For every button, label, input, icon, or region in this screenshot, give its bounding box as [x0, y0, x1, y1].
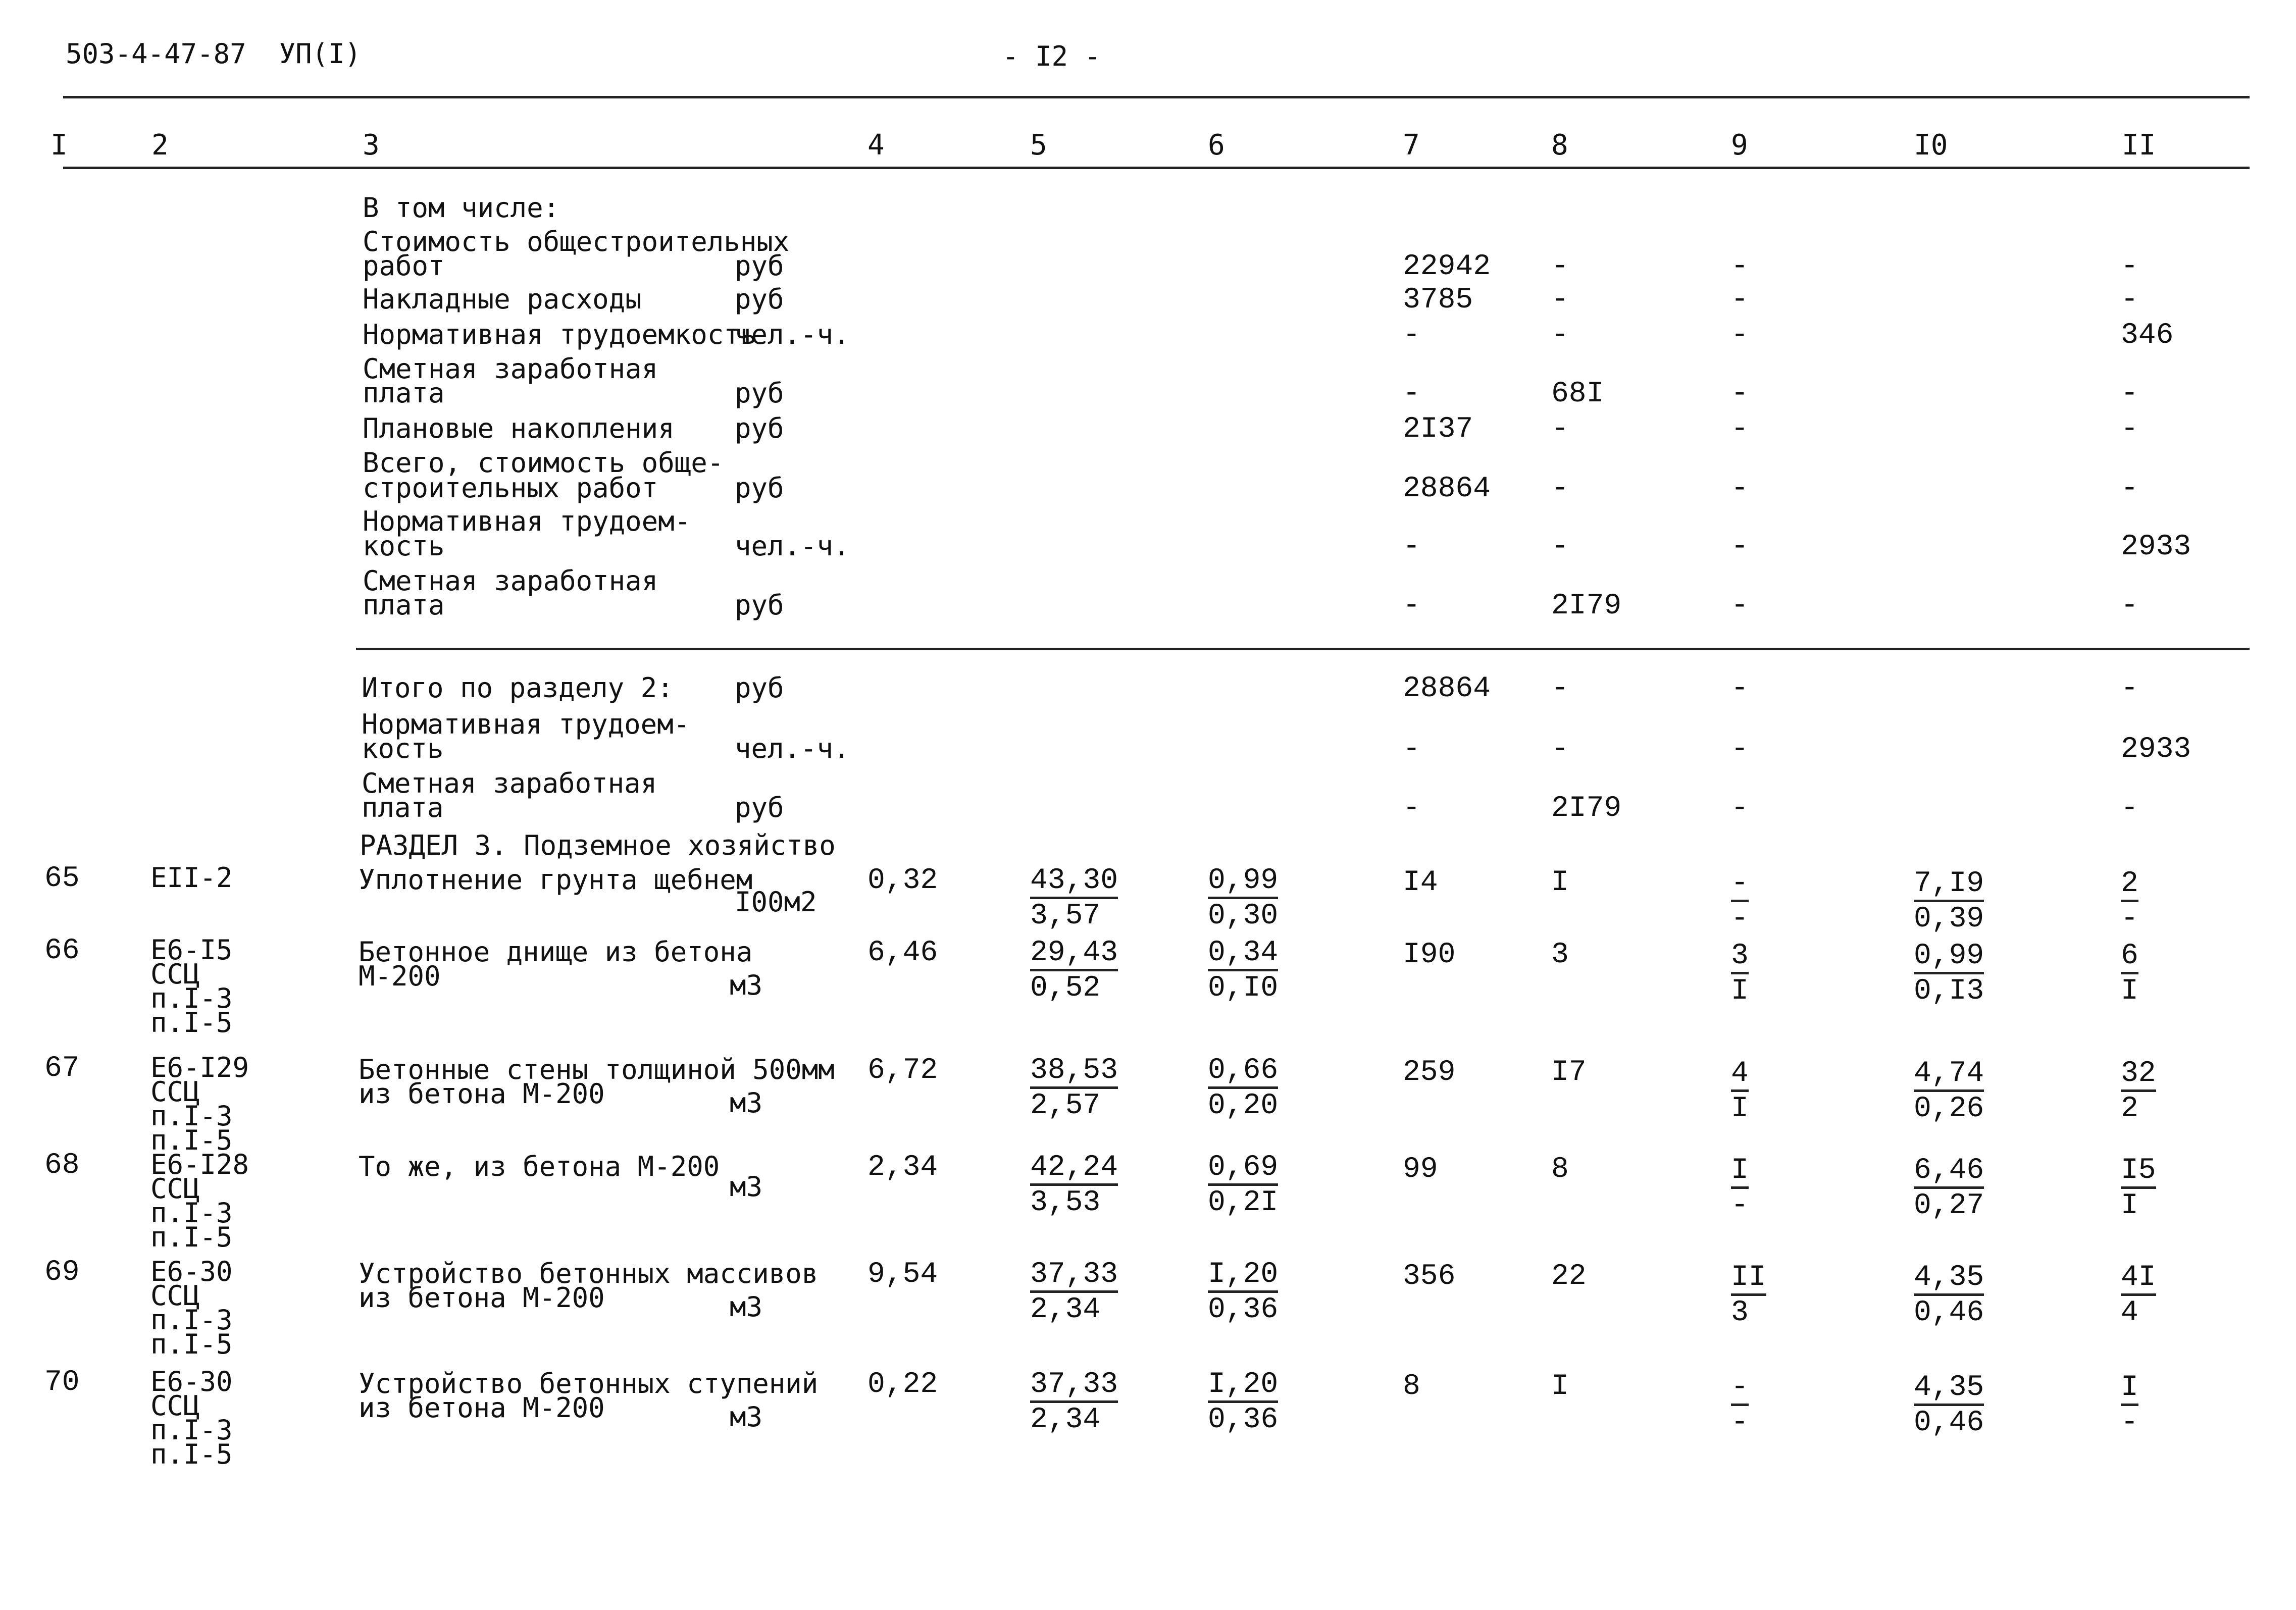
labor-cell: -: [2121, 284, 2138, 317]
unit-cell: чел.-ч.: [735, 319, 850, 350]
rate-code: E6-I29: [150, 1052, 249, 1083]
unit-cell: чел.-ч.: [735, 530, 850, 562]
summary-label: Сметная заработная: [363, 565, 658, 597]
wage-cell: -: [1551, 531, 1569, 563]
labor-unit-cell-bottom: 0,26: [1914, 1093, 1984, 1125]
wage-price-cell-bottom: 0,30: [1208, 900, 1279, 932]
mach-wage-cell-bottom: -: [1731, 1407, 1749, 1439]
labor-total-cell-top: 4I: [2121, 1263, 2156, 1296]
rate-code: EII-2: [150, 862, 233, 894]
work-description: Уплотнение грунта щебнем: [359, 864, 753, 896]
unit-price-cell-top: 37,33: [1030, 1260, 1118, 1293]
unit-price-cell-bottom: 2,57: [1030, 1089, 1101, 1122]
rate-code: ССЦ: [150, 1173, 200, 1205]
cost-cell: I90: [1403, 939, 1456, 971]
column-header: 8: [1551, 129, 1568, 162]
mach-wage-cell-top: 3: [1731, 942, 1749, 974]
rate-code: ССЦ: [150, 1076, 200, 1108]
rate-code: п.I-5: [150, 1124, 233, 1156]
summary-label: строительных работ: [363, 472, 658, 504]
unit-price-cell-bottom: 2,34: [1030, 1404, 1101, 1436]
labor-unit-cell-bottom: 0,27: [1914, 1189, 1984, 1222]
unit-cell: руб: [735, 283, 784, 315]
mach-wage-cell-bottom: I: [1731, 975, 1749, 1008]
quantity-cell: 0,22: [868, 1368, 938, 1401]
cost-cell: I4: [1403, 866, 1438, 899]
row-number: 69: [44, 1256, 80, 1289]
mach-cell: -: [1731, 792, 1749, 825]
work-description: из бетона М-200: [359, 1282, 605, 1314]
column-header: 2: [151, 129, 169, 162]
wage-price-cell-top: 0,99: [1208, 866, 1278, 899]
mach-cell: -: [1731, 531, 1749, 563]
cost-cell: -: [1403, 792, 1420, 825]
mach-wage-cell-top: -: [1731, 869, 1749, 902]
wage-cell: I: [1551, 866, 1569, 899]
unit-cell: руб: [735, 472, 784, 504]
unit-cell: руб: [735, 250, 784, 282]
summary-label: Плановые накопления: [363, 412, 675, 444]
summary-label: плата: [363, 377, 445, 409]
quantity-cell: 9,54: [868, 1258, 938, 1291]
mach-wage-cell-top: I: [1731, 1156, 1749, 1189]
cost-cell: 8: [1403, 1370, 1420, 1403]
summary-label: Накладные расходы: [363, 283, 642, 315]
labor-total-cell-bottom: -: [2121, 903, 2138, 936]
cost-cell: 356: [1403, 1260, 1456, 1293]
wage-price-cell-bottom: 0,I0: [1208, 972, 1279, 1005]
cost-cell: 99: [1403, 1153, 1438, 1186]
rate-code: п.I-3: [150, 1304, 233, 1336]
work-description: Бетонные стены толщиной 500мм: [359, 1054, 835, 1085]
total-label: плата: [362, 792, 444, 823]
wage-cell: -: [1551, 319, 1569, 352]
column-header: I0: [1914, 129, 1948, 162]
section-title: РАЗДЕЛ 3. Подземное хозяйство: [360, 829, 836, 861]
wage-cell: I7: [1551, 1056, 1587, 1089]
cost-cell: 259: [1403, 1056, 1456, 1089]
labor-total-cell-top: I: [2121, 1373, 2138, 1406]
wage-cell: I: [1551, 1370, 1569, 1403]
rate-code: п.I-3: [150, 1100, 233, 1132]
unit-cell: руб: [735, 792, 784, 823]
mach-cell: -: [1731, 590, 1749, 622]
unit-cell: м3: [730, 1087, 763, 1119]
wage-cell: -: [1551, 413, 1569, 446]
work-description: То же, из бетона М-200: [359, 1151, 720, 1182]
mach-wage-cell-top: 4: [1731, 1059, 1749, 1092]
total-label: Нормативная трудоем-: [362, 708, 690, 740]
rate-code: E6-I28: [150, 1149, 249, 1180]
labor-total-cell-top: 6: [2121, 942, 2138, 974]
mach-cell: -: [1731, 733, 1749, 766]
labor-unit-cell-bottom: 0,I3: [1914, 975, 1984, 1008]
cost-cell: -: [1403, 733, 1420, 766]
summary-label: Стоимость общестроительных: [363, 226, 790, 257]
rate-code: E6-30: [150, 1256, 233, 1287]
cost-cell: 28864: [1403, 473, 1491, 505]
wage-cell: 8: [1551, 1153, 1569, 1186]
unit-cell: I00м2: [735, 886, 817, 918]
header-rule: [63, 167, 2250, 169]
wage-cell: 22: [1551, 1260, 1587, 1293]
wage-cell: 2I79: [1551, 590, 1622, 622]
labor-cell: -: [2121, 413, 2138, 446]
labor-unit-cell-bottom: 0,46: [1914, 1407, 1984, 1439]
labor-unit-cell-bottom: 0,46: [1914, 1296, 1984, 1329]
wage-price-cell-bottom: 0,36: [1208, 1404, 1279, 1436]
labor-total-cell-bottom: I: [2121, 1189, 2138, 1222]
labor-unit-cell-top: 6,46: [1914, 1156, 1984, 1189]
rate-code: ССЦ: [150, 1280, 200, 1312]
unit-price-cell-bottom: 3,57: [1030, 900, 1101, 932]
unit-cell: чел.-ч.: [735, 733, 850, 764]
wage-price-cell-top: I,20: [1208, 1370, 1278, 1403]
summary-label: работ: [363, 250, 445, 282]
mach-cell: -: [1731, 284, 1749, 317]
quantity-cell: 6,72: [868, 1054, 938, 1087]
labor-cell: -: [2121, 590, 2138, 622]
summary-heading: В том числе:: [363, 192, 560, 224]
labor-cell: -: [2121, 473, 2138, 505]
mach-cell: -: [1731, 319, 1749, 352]
unit-cell: руб: [735, 412, 784, 444]
summary-label: Нормативная трудоем-: [363, 505, 691, 537]
labor-cell: -: [2121, 378, 2138, 410]
rate-code: п.I-5: [150, 1221, 233, 1253]
cost-cell: 3785: [1403, 284, 1473, 317]
mach-cell: -: [1731, 413, 1749, 446]
quantity-cell: 6,46: [868, 937, 938, 969]
wage-cell: 2I79: [1551, 792, 1622, 825]
wage-price-cell-top: 0,69: [1208, 1153, 1278, 1186]
rate-code: п.I-3: [150, 1414, 233, 1446]
row-number: 68: [44, 1149, 80, 1182]
wage-price-cell-top: 0,34: [1208, 939, 1278, 971]
summary-label: Всего, стоимость обще-: [363, 447, 724, 479]
summary-label: кость: [363, 530, 445, 562]
mach-cell: -: [1731, 672, 1749, 705]
wage-cell: -: [1551, 284, 1569, 317]
column-header: 4: [868, 129, 885, 162]
total-label: Итого по разделу 2:: [362, 672, 674, 704]
column-header: 7: [1403, 129, 1420, 162]
labor-cell: -: [2121, 792, 2138, 825]
labor-cell: 2933: [2121, 531, 2191, 563]
unit-cell: м3: [730, 1171, 763, 1203]
document-code: 503-4-47-87 УП(I): [66, 38, 362, 70]
rate-code: п.I-3: [150, 982, 233, 1014]
unit-price-cell-top: 29,43: [1030, 939, 1118, 971]
rate-code: п.I-5: [150, 1438, 233, 1470]
work-description: М-200: [359, 960, 441, 992]
unit-price-cell-top: 38,53: [1030, 1056, 1118, 1089]
labor-total-cell-bottom: 2: [2121, 1093, 2138, 1125]
row-number: 67: [44, 1052, 80, 1085]
cost-cell: 28864: [1403, 672, 1491, 705]
row-number: 70: [44, 1366, 80, 1399]
rate-code: п.I-5: [150, 1328, 233, 1360]
column-header: I: [50, 129, 68, 162]
wage-cell: -: [1551, 672, 1569, 705]
wage-price-cell-bottom: 0,36: [1208, 1293, 1279, 1326]
cost-cell: 22942: [1403, 250, 1491, 283]
wage-price-cell-bottom: 0,20: [1208, 1089, 1279, 1122]
mach-cell: -: [1731, 473, 1749, 505]
labor-unit-cell-top: 4,74: [1914, 1059, 1984, 1092]
work-description: Устройство бетонных ступений: [359, 1368, 819, 1399]
mach-wage-cell-bottom: I: [1731, 1093, 1749, 1125]
wage-price-cell-top: 0,66: [1208, 1056, 1278, 1089]
labor-cell: 346: [2121, 319, 2174, 352]
work-description: Устройство бетонных массивов: [359, 1258, 819, 1289]
rate-code: п.I-3: [150, 1197, 233, 1229]
labor-total-cell-bottom: I: [2121, 975, 2138, 1008]
labor-total-cell-bottom: -: [2121, 1407, 2138, 1439]
cost-cell: -: [1403, 531, 1420, 563]
wage-cell: -: [1551, 733, 1569, 766]
work-description: из бетона М-200: [359, 1392, 605, 1424]
unit-price-cell-bottom: 3,53: [1030, 1186, 1101, 1219]
mach-cell: -: [1731, 378, 1749, 410]
summary-label: Нормативная трудоемкость: [363, 319, 757, 350]
work-description: из бетона М-200: [359, 1078, 605, 1110]
rate-code: E6-30: [150, 1366, 233, 1397]
wage-cell: -: [1551, 250, 1569, 283]
top-rule: [63, 96, 2250, 98]
mach-wage-cell-bottom: 3: [1731, 1296, 1749, 1329]
labor-total-cell-top: 32: [2121, 1059, 2156, 1092]
labor-unit-cell-top: 0,99: [1914, 942, 1984, 974]
unit-cell: м3: [730, 1291, 763, 1323]
unit-cell: руб: [735, 589, 784, 621]
mach-wage-cell-bottom: -: [1731, 1189, 1749, 1222]
unit-price-cell-top: 43,30: [1030, 866, 1118, 899]
labor-unit-cell-top: 7,I9: [1914, 869, 1984, 902]
labor-unit-cell-top: 4,35: [1914, 1373, 1984, 1406]
column-header: 9: [1731, 129, 1748, 162]
mach-wage-cell-top: II: [1731, 1263, 1766, 1296]
unit-price-cell-bottom: 2,34: [1030, 1293, 1101, 1326]
wage-price-cell-top: I,20: [1208, 1260, 1278, 1293]
mach-cell: -: [1731, 250, 1749, 283]
cost-cell: -: [1403, 319, 1420, 352]
unit-price-cell-top: 37,33: [1030, 1370, 1118, 1403]
unit-cell: м3: [730, 969, 763, 1001]
mach-wage-cell-bottom: -: [1731, 903, 1749, 936]
unit-price-cell-bottom: 0,52: [1030, 972, 1101, 1005]
mach-wage-cell-top: -: [1731, 1373, 1749, 1406]
summary-label: Сметная заработная: [363, 353, 658, 385]
wage-price-cell-bottom: 0,2I: [1208, 1186, 1279, 1219]
labor-total-cell-top: I5: [2121, 1156, 2156, 1189]
unit-cell: руб: [735, 377, 784, 409]
rate-code: п.I-5: [150, 1007, 233, 1038]
labor-total-cell-bottom: 4: [2121, 1296, 2138, 1329]
column-header: 5: [1030, 129, 1047, 162]
total-label: кость: [362, 733, 444, 764]
labor-cell: -: [2121, 250, 2138, 283]
column-header: 3: [363, 129, 380, 162]
labor-unit-cell-top: 4,35: [1914, 1263, 1984, 1296]
rate-code: ССЦ: [150, 958, 200, 990]
row-number: 65: [44, 862, 80, 895]
cost-cell: -: [1403, 590, 1420, 622]
summary-label: плата: [363, 589, 445, 621]
quantity-cell: 2,34: [868, 1151, 938, 1184]
cost-cell: -: [1403, 378, 1420, 410]
wage-cell: -: [1551, 473, 1569, 505]
wage-cell: 3: [1551, 939, 1569, 971]
column-header: II: [2122, 129, 2156, 162]
labor-cell: 2933: [2121, 733, 2191, 766]
section-rule: [356, 648, 2250, 650]
wage-cell: 68I: [1551, 378, 1604, 410]
unit-cell: м3: [730, 1401, 763, 1433]
rate-code: E6-I5: [150, 934, 233, 966]
cost-cell: 2I37: [1403, 413, 1473, 446]
unit-cell: руб: [735, 672, 784, 704]
total-label: Сметная заработная: [362, 767, 657, 799]
work-description: Бетонное днище из бетона: [359, 936, 753, 968]
unit-price-cell-top: 42,24: [1030, 1153, 1118, 1186]
quantity-cell: 0,32: [868, 864, 938, 897]
page-number: - I2 -: [1002, 40, 1101, 72]
column-header: 6: [1208, 129, 1225, 162]
labor-total-cell-top: 2: [2121, 869, 2138, 902]
row-number: 66: [44, 934, 80, 967]
labor-unit-cell-bottom: 0,39: [1914, 903, 1984, 936]
labor-cell: -: [2121, 672, 2138, 705]
rate-code: ССЦ: [150, 1390, 200, 1422]
